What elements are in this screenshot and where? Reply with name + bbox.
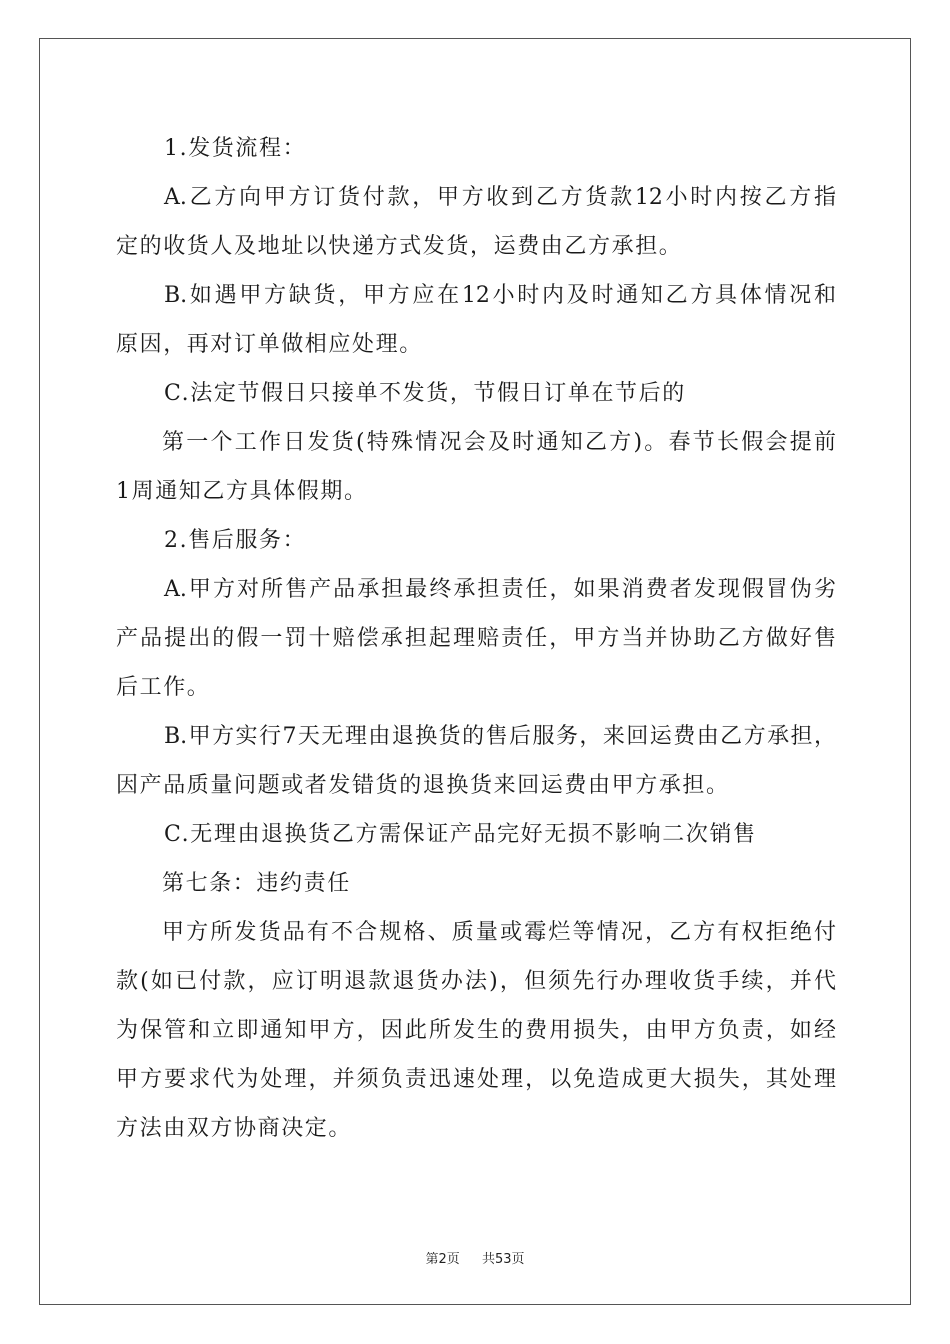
text-line: 产品提出的假一罚十赔偿承担起理赔责任，甲方当并协助乙方做好售 xyxy=(116,626,836,651)
text-line: 原因，再对订单做相应处理。 xyxy=(116,332,423,357)
text-line: 1.发货流程： xyxy=(164,136,307,161)
text-line: C.法定节假日只接单不发货，节假日订单在节后的 xyxy=(164,381,686,406)
text-line: 1周通知乙方具体假期。 xyxy=(116,479,368,504)
text-line: 后工作。 xyxy=(116,675,211,700)
text-line: 2.售后服务： xyxy=(164,528,307,553)
text-line: 定的收货人及地址以快递方式发货，运费由乙方承担。 xyxy=(116,234,683,259)
text-line: B.甲方实行7天无理由退换货的售后服务，来回运费由乙方承担， xyxy=(164,724,836,749)
document-body xyxy=(116,124,836,1153)
text-line: 甲方要求代为处理，并须负责迅速处理，以免造成更大损失，其处理 xyxy=(116,1067,836,1092)
text-line: 因产品质量问题或者发错货的退换货来回运费由甲方承担。 xyxy=(116,773,730,798)
page-number: 第2页 xyxy=(425,1252,460,1267)
text-line: A.乙方向甲方订货付款，甲方收到乙方货款12小时内按乙方指 xyxy=(164,185,836,210)
text-line: 方法由双方协商决定。 xyxy=(116,1116,353,1141)
page-footer xyxy=(0,1248,950,1267)
page-total: 共53页 xyxy=(482,1252,525,1267)
text-line: A.甲方对所售产品承担最终承担责任，如果消费者发现假冒伪劣 xyxy=(164,577,836,602)
text-line: B.如遇甲方缺货，甲方应在12小时内及时通知乙方具体情况和 xyxy=(164,283,836,308)
text-line: 第一个工作日发货(特殊情况会及时通知乙方)。春节长假会提前 xyxy=(162,430,836,455)
text-line: 甲方所发货品有不合规格、质量或霉烂等情况，乙方有权拒绝付 xyxy=(162,920,836,945)
section-heading: 第七条：违约责任 xyxy=(162,871,351,896)
text-line: 为保管和立即通知甲方，因此所发生的费用损失，由甲方负责，如经 xyxy=(116,1018,836,1043)
text-line: 款(如已付款，应订明退款退货办法)，但须先行办理收货手续，并代 xyxy=(116,969,836,994)
text-line: C.无理由退换货乙方需保证产品完好无损不影响二次销售 xyxy=(164,822,757,847)
